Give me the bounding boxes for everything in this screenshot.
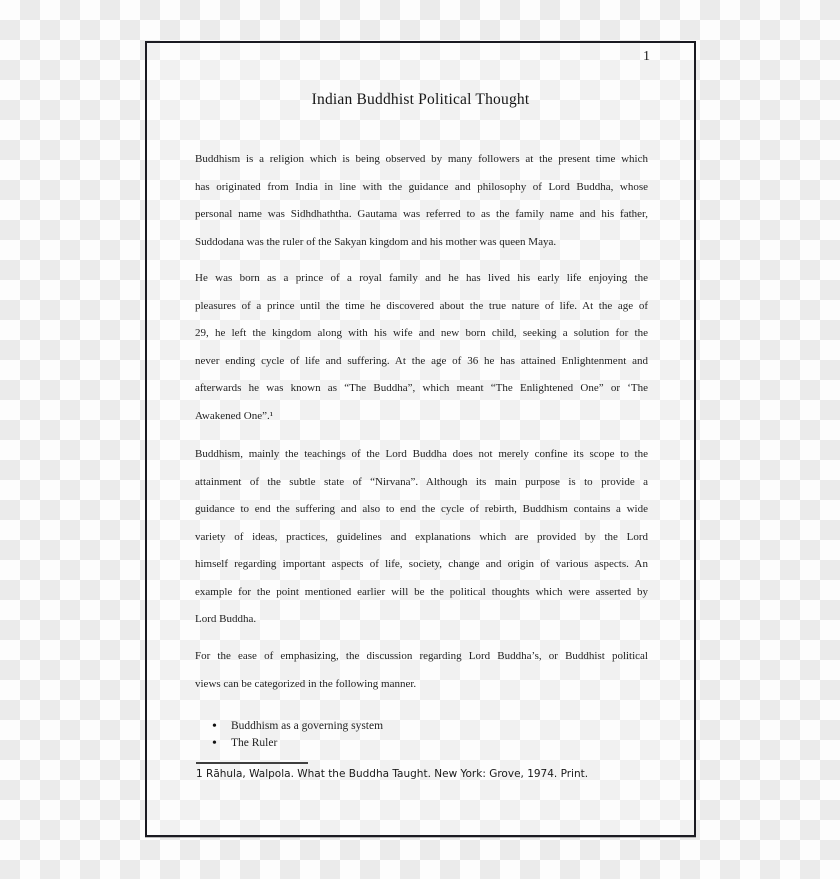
text-line: has originated from India in line with the guidance and philosophy of Lord Buddha, whose: [195, 180, 648, 193]
paragraph-scope-of-buddhism: [195, 441, 648, 634]
text-line: Awakened One”.¹: [195, 409, 274, 422]
text-line: himself regarding important aspects of life, society, change and origin of various aspects. An: [195, 558, 648, 570]
document-page: [145, 41, 696, 837]
text-line: views can be categorized in the following manner.: [195, 677, 417, 690]
paragraph-categorization: [195, 643, 648, 698]
text-line: Buddhism is a religion which is being observed by many followers at the present time which: [195, 153, 648, 165]
text-line: personal name was Sidhdhaththa. Gautama was referred to as the family name and his father,: [195, 208, 648, 220]
list-item: • Buddhism as a governing system: [195, 718, 648, 735]
footnote-citation: 1 Rāhula, Walpola. What the Buddha Taught. New York: Grove, 1974. Print.: [196, 768, 589, 780]
page-title: Indian Buddhist Political Thought: [311, 91, 530, 108]
page-number: 1: [643, 49, 650, 64]
text-line: pleasures of a prince until the time he discovered about the true nature of life. At the age of: [195, 299, 648, 312]
text-line: never ending cycle of life and suffering. At the age of 36 he has attained Enlightenment and: [195, 354, 648, 367]
text-line: variety of ideas, practices, guidelines and explanations which are provided by the Lord: [195, 530, 648, 543]
footnote-separator: [196, 762, 308, 764]
text-line: attainment of the subtle state of “Nirvana”. Although its main purpose is to provide a: [195, 475, 648, 488]
text-line: Lord Buddha.: [195, 613, 257, 625]
text-line: He was born as a prince of a royal family and he has lived his early life enjoying the: [195, 272, 648, 284]
paragraph-life-of-buddha: [195, 265, 648, 430]
paragraph-intro: [195, 146, 648, 256]
text-line: 29, he left the kingdom along with his wife and new born child, seeking a solution for the: [195, 327, 648, 339]
text-line: For the ease of emphasizing, the discussion regarding Lord Buddha’s, or Buddhist political: [195, 650, 648, 662]
text-line: guidance to end the suffering and also to end the cycle of rebirth, Buddhism contains a wide: [195, 503, 648, 515]
text-line: Suddodana was the ruler of the Sakyan kingdom and his mother was queen Maya.: [195, 235, 557, 248]
bullet-list: [195, 718, 648, 752]
text-line: example for the point mentioned earlier will be the political thoughts which were asserted by: [195, 585, 648, 598]
text-line: afterwards he was known as “The Buddha”, which meant “The Enlightened One” or ‘The: [195, 382, 648, 394]
list-item: • The Ruler: [195, 735, 648, 752]
text-line: Buddhism, mainly the teachings of the Lord Buddha does not merely confine its scope to the: [195, 448, 648, 460]
